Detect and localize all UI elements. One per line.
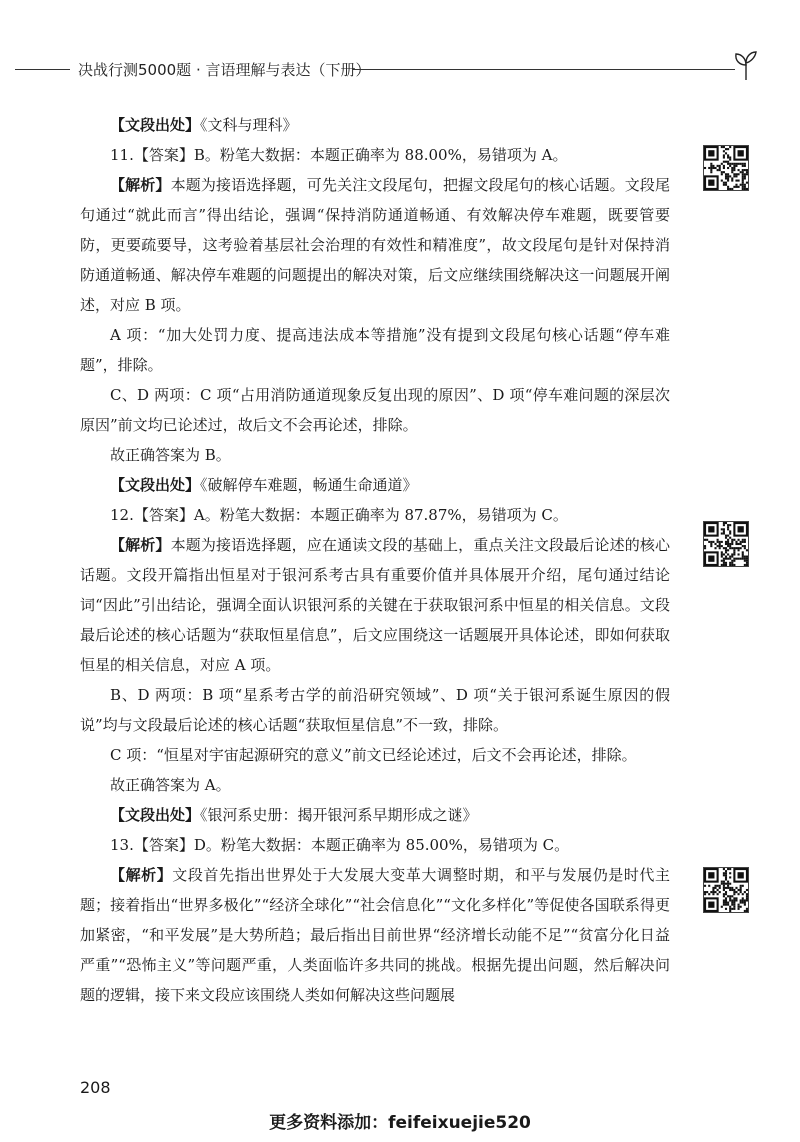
option-paragraph: C、D 两项：C 项“占用消防通道现象反复出现的原因”、D 项“停车难问题的深层次原因”前文均已论述过，故后文不会再论述，排除。: [80, 386, 670, 434]
analysis-paragraph: 【解析】本题为接语选择题，可先关注文段尾句，把握文段尾句的核心话题。文段尾句通过“就此而言”得出结论，强调“保持消防通道畅通、有效解决停车难题，既要管要防，更要疏要导，这考验着基层社会治理的有效性和精准度”，故文段尾句是针对保持消防通道畅通、解决停车难题的问题提出的解决对策，后文应继续围绕解决这一问题展开阐述，对应 B 项。: [80, 176, 670, 314]
conclusion-line: 故正确答案为 A。: [110, 776, 231, 794]
source-line: 【文段出处】《银河系史册：揭开银河系早期形成之谜》: [110, 806, 478, 824]
page-number: 208: [80, 1078, 111, 1097]
answer-line: 13.【答案】D。粉笔大数据：本题正确率为 85.00%，易错项为 C。: [110, 836, 570, 854]
answer-content: [80, 110, 670, 1010]
analysis-paragraph: 【解析】文段首先指出世界处于大发展大变革大调整时期，和平与发展仍是时代主题；接着指出“世界多极化”“经济全球化”“社会信息化”“文化多样化”等促使各国联系得更加紧密，“和平发展”是大势所趋；最后指出目前世界“经济增长动能不足”“贫富分化日益严重”“恐怖主义”等问题严重，人类面临许多共同的挑战。根据先提出问题，然后解决问题的逻辑，接下来文段应该围绕人类如何解决这些问题展: [80, 866, 670, 1004]
source-line: 【文段出处】《破解停车难题，畅通生命通道》: [110, 476, 418, 494]
option-paragraph: B、D 两项：B 项“星系考古学的前沿研究领域”、D 项“关于银河系诞生原因的假说”均与文段最后论述的核心话题“获取恒星信息”不一致，排除。: [80, 686, 670, 734]
answer-line: 11.【答案】B。粉笔大数据：本题正确率为 88.00%，易错项为 A。: [110, 146, 568, 164]
option-paragraph: C 项：“恒星对宇宙起源研究的意义”前文已经论述过，后文不会再论述，排除。: [110, 746, 637, 764]
header-rule-right: [352, 69, 735, 70]
book-title: 决战行测5000题 · 言语理解与表达（下册）: [78, 61, 371, 79]
qr-code-icon[interactable]: [703, 145, 749, 191]
answer-line: 12.【答案】A。粉笔大数据：本题正确率为 87.87%，易错项为 C。: [110, 506, 568, 524]
conclusion-line: 故正确答案为 B。: [110, 446, 231, 464]
option-paragraph: A 项：“加大处罚力度、提高违法成本等措施”没有提到文段尾句核心话题“停车难题”，排除。: [80, 326, 670, 374]
header-rule-left: [15, 69, 70, 70]
analysis-paragraph: 【解析】本题为接语选择题，应在通读文段的基础上，重点关注文段最后论述的核心话题。文段开篇指出恒星对于银河系考古具有重要价值并具体展开介绍，尾句通过结论词“因此”引出结论，强调全面认识银河系的关键在于获取银河系中恒星的相关信息。文段最后论述的核心话题为“获取恒星信息”，后文应围绕这一话题展开具体论述，即如何获取恒星的相关信息，对应 A 项。: [80, 536, 670, 674]
running-header: [0, 50, 800, 90]
qr-code-icon[interactable]: [703, 867, 749, 913]
source-line: 【文段出处】《文科与理科》: [110, 116, 298, 134]
footer-note: 更多资料添加：feifeixuejie520: [269, 1113, 531, 1133]
sprout-icon: [733, 50, 759, 80]
qr-code-icon[interactable]: [703, 521, 749, 567]
